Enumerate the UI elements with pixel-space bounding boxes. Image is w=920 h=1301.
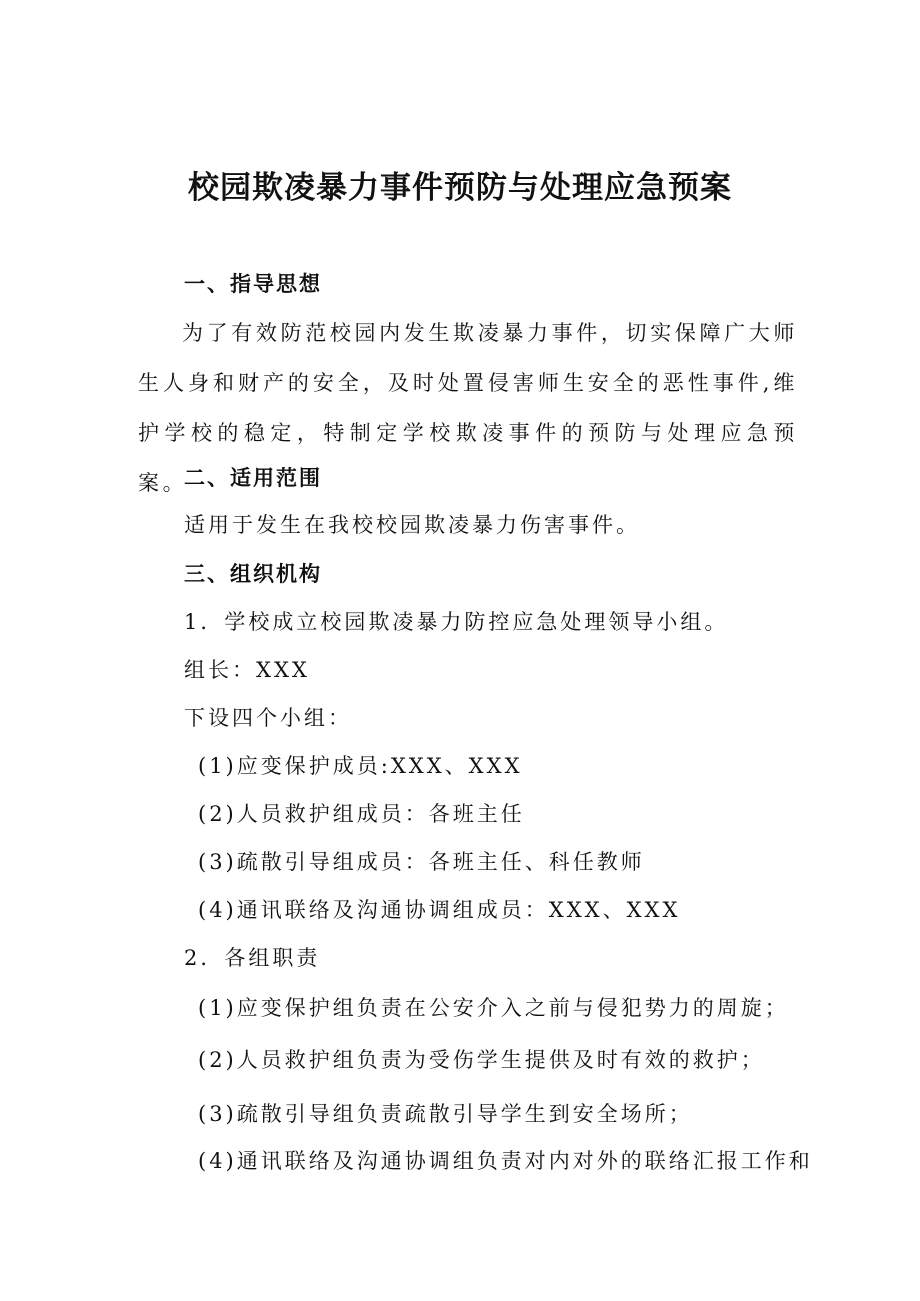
duty-item: (1)应变保护组负责在公安介入之前与侵犯势力的周旋； <box>198 996 789 1020</box>
duty-item: (3)疏散引导组负责疏散引导学生到安全场所； <box>198 1102 693 1126</box>
subgroups-intro: 下设四个小组： <box>184 706 352 730</box>
group-leader-line: 组长：XXX <box>184 658 310 682</box>
subgroup-item: (4)通讯联络及沟通协调组成员：XXX、XXX <box>198 898 681 922</box>
subgroup-item: (3)疏散引导组成员：各班主任、科任教师 <box>198 850 645 874</box>
section-heading-scope: 二、适用范围 <box>184 466 322 490</box>
subgroup-item: (1)应变保护成员:XXX、XXX <box>198 754 523 778</box>
subgroup-item: (2)人员救护组成员：各班主任 <box>198 802 525 826</box>
section-heading-organization: 三、组织机构 <box>184 562 322 586</box>
document-title: 校园欺凌暴力事件预防与处理应急预案 <box>188 170 732 206</box>
section-heading-guiding-thought: 一、指导思想 <box>184 272 322 296</box>
section-paragraph-guiding-thought: 为了有效防范校园内发生欺凌暴力事件，切实保障广大师生人身和财产的安全，及时处置侵害师生安全的恶性事件,维护学校的稳定，特制定学校欺凌事件的预防与处理应急预案。 <box>138 321 798 495</box>
section-paragraph-scope: 适用于发生在我校校园欺凌暴力伤害事件。 <box>184 513 640 537</box>
duty-item: (2)人员救护组负责为受伤学生提供及时有效的救护； <box>198 1048 765 1072</box>
duty-item: (4)通讯联络及沟通协调组负责对内对外的联络汇报工作和 <box>198 1149 813 1173</box>
list-item-establish-group: 1．学校成立校园欺凌暴力防控应急处理领导小组。 <box>184 610 729 634</box>
list-item-group-duties: 2．各组职责 <box>184 946 321 970</box>
